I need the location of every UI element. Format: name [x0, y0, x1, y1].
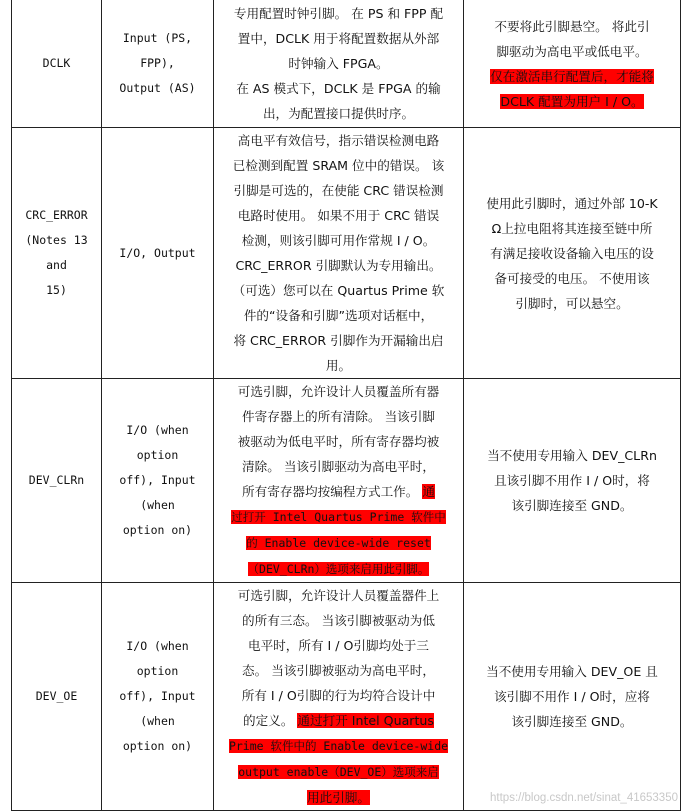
type-line: I/O (when [126, 639, 189, 653]
signal-line: CRC_ERROR [25, 208, 88, 222]
type-line: I/O, Output [119, 245, 196, 260]
type-line: option on) [122, 523, 193, 537]
table-row [12, 128, 681, 379]
watermark: https://blog.csdn.net/sinat_41653350 [490, 792, 678, 804]
signal-cell [12, 379, 102, 583]
signal-name: DEV_OE [35, 689, 78, 703]
desc-line: 可选引脚，允许设计人员覆盖所有器 [237, 384, 440, 399]
signal-cell [12, 583, 102, 811]
type-line: option [136, 664, 179, 678]
desc-highlight: 通 [422, 484, 435, 499]
desc-line: 将 CRC_ERROR 引脚作为开漏输出启 [233, 333, 444, 348]
type-line: Input (PS, [122, 31, 193, 45]
rec-line: 不要将此引脚悬空。 将此引 [494, 18, 650, 34]
signal-cell [12, 0, 102, 128]
rec-line: 使用此引脚时，通过外部 10-K [486, 195, 658, 211]
pin-table [11, 0, 681, 811]
rec-line: 该引脚连接至 GND。 [511, 498, 633, 513]
recommendation-cell [464, 583, 681, 811]
desc-highlight: 通过打开 Intel Quartus [297, 713, 434, 728]
table-row [12, 379, 681, 583]
rec-line: 当不使用专用输入 DEV_CLRn [487, 448, 657, 463]
recommendation-cell [464, 0, 681, 128]
rec-line: 且该引脚不用作 I / O时，将 [494, 473, 650, 488]
description-cell [214, 379, 464, 583]
desc-highlight-line: 用此引脚。 [307, 790, 370, 805]
desc-line: 高电平有效信号，指示错误检测电路 [237, 133, 440, 148]
type-cell [102, 379, 214, 583]
description-cell [214, 583, 464, 811]
desc-highlight-line: output enable（DEV_OE）选项来启 [238, 765, 439, 779]
desc-line [222, 708, 455, 733]
desc-line: 态。 当该引脚被驱动为高电平时， [242, 663, 435, 678]
type-cell [102, 0, 214, 128]
rec-line: 该引脚连接至 GND。 [511, 714, 633, 729]
type-line: off), Input [119, 689, 196, 703]
type-cell [102, 128, 214, 379]
signal-name: DEV_CLRn [28, 473, 85, 487]
type-line: option [136, 448, 179, 462]
rec-line: 引脚时，可以悬空。 [515, 295, 629, 311]
rec-line: Ω上拉电阻将其连接至链中所 [491, 220, 653, 236]
type-line: off), Input [119, 473, 196, 487]
desc-line: 件寄存器上的所有清除。 当该引脚 [242, 409, 435, 424]
desc-line: 被驱动为低电平时，所有寄存器均被 [237, 434, 440, 449]
rec-line: 该引脚不用作 I / O时，应将 [494, 689, 650, 704]
desc-highlight-line: 过打开 Intel Quartus Prime 软件中 [231, 510, 446, 524]
type-line: (when [140, 498, 175, 512]
desc-line: 电路时使用。 如果不用于 CRC 错误 [237, 208, 440, 223]
desc-line: 时钟输入 FPGA。 [288, 56, 389, 71]
signal-line: 15) [46, 283, 67, 297]
desc-highlight-line: （DEV_CLRn）选项来启用此引脚。 [247, 562, 430, 576]
rec-line: 有满足接收设备输入电压的设 [490, 245, 654, 261]
desc-text: 的定义。 [243, 713, 294, 728]
desc-line: 引脚是可选的，在使能 CRC 错误检测 [233, 183, 444, 198]
desc-line: 检测，则该引脚可用作常规 I / O。 [241, 233, 436, 248]
signal-line: (Notes 13 [25, 233, 88, 247]
signal-cell [12, 128, 102, 379]
type-line: option on) [122, 739, 193, 753]
table-row [12, 583, 681, 811]
desc-line: 在 AS 模式下，DCLK 是 FPGA 的输 [236, 81, 441, 96]
desc-line: 已检测到配置 SRAM 位中的错误。 该 [232, 158, 445, 173]
recommendation-cell [464, 128, 681, 379]
desc-line [222, 479, 455, 504]
description-cell [214, 0, 464, 128]
recommendation-cell [464, 379, 681, 583]
desc-line: 置中，DCLK 用于将配置数据从外部 [237, 31, 440, 46]
desc-line: 的所有三态。 当该引脚被驱动为低 [242, 613, 435, 628]
desc-line: 件的“设备和引脚”选项对话框中， [243, 308, 434, 323]
type-line: (when [140, 714, 175, 728]
rec-line: 脚驱动为高电平或低电平。 [496, 43, 648, 59]
desc-line: 电平时，所有 I / O引脚均处于三 [247, 638, 429, 653]
desc-line: 所有 I / O引脚的行为均符合设计中 [241, 688, 436, 703]
desc-line: 清除。 当该引脚驱动为高电平时， [242, 459, 435, 474]
desc-text: 所有寄存器均按编程方式工作。 [242, 484, 419, 499]
desc-line: （可选）您可以在 Quartus Prime 软 [232, 283, 445, 298]
desc-highlight-line: Prime 软件中的 Enable device-wide [228, 739, 449, 753]
desc-line: CRC_ERROR 引脚默认为专用输出。 [235, 258, 442, 273]
signal-line: and [46, 258, 67, 272]
desc-line: 出，为配置接口提供时序。 [262, 106, 415, 121]
type-line: Output (AS) [119, 81, 196, 95]
rec-line: 备可接受的电压。 不使用该 [494, 270, 650, 286]
rec-highlight-line: 仅在激活串行配置后，才能将 [490, 68, 654, 84]
rec-highlight-line: DCLK 配置为用户 I / O。 [500, 93, 644, 109]
desc-highlight-line: 的 Enable device-wide reset [246, 536, 431, 550]
desc-line: 专用配置时钟引脚。 在 PS 和 FPP 配 [233, 6, 444, 21]
type-line: FPP), [140, 56, 175, 70]
table-row [12, 0, 681, 128]
rec-line: 当不使用专用输入 DEV_OE 且 [486, 664, 658, 679]
desc-line: 可选引脚，允许设计人员覆盖器件上 [237, 588, 440, 603]
signal-name: DCLK [42, 56, 71, 70]
type-cell [102, 583, 214, 811]
desc-line: 用。 [325, 358, 352, 373]
description-cell [214, 128, 464, 379]
type-line: I/O (when [126, 423, 189, 437]
